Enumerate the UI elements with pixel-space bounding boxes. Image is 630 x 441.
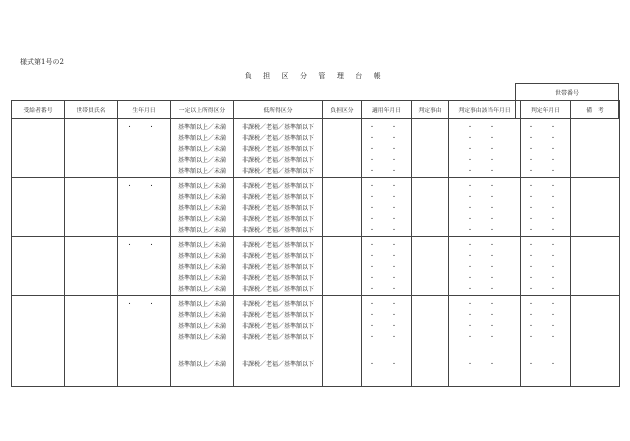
judge-date-cell[interactable]: ・ ・ xyxy=(521,332,571,343)
judge-date-cell[interactable]: ・ ・ xyxy=(521,262,571,273)
birth-date-cell[interactable] xyxy=(118,155,171,166)
judge-reason-cell[interactable] xyxy=(412,262,449,273)
birth-date-cell[interactable]: ・ ・ xyxy=(118,299,171,310)
reason-date-cell[interactable]: ・ ・ xyxy=(449,225,521,237)
col-low-income-category: 低所得区分 xyxy=(234,101,323,119)
judge-reason-cell[interactable] xyxy=(412,192,449,203)
burden-category-cell[interactable] xyxy=(323,310,362,321)
burden-category-cell[interactable] xyxy=(323,144,362,155)
judge-reason-cell[interactable] xyxy=(412,144,449,155)
reason-date-cell[interactable]: ・ ・ xyxy=(449,321,521,332)
birth-date-cell[interactable] xyxy=(118,310,171,321)
low-income-category-cell[interactable]: 非課税／老福／基準額以下 xyxy=(234,299,323,310)
reason-date-cell[interactable]: ・ ・ xyxy=(449,240,521,251)
burden-category-cell[interactable] xyxy=(323,321,362,332)
recipient-number-cell[interactable] xyxy=(12,310,65,321)
recipient-number-cell[interactable] xyxy=(12,251,65,262)
judge-date-cell[interactable]: ・ ・ xyxy=(521,321,571,332)
judge-reason-cell[interactable] xyxy=(412,214,449,225)
table-row xyxy=(12,203,620,214)
burden-category-cell[interactable] xyxy=(323,262,362,273)
judge-date-cell[interactable]: ・ ・ xyxy=(521,284,571,296)
low-income-category-cell[interactable]: 非課税／老福／基準額以下 xyxy=(234,310,323,321)
member-name-cell[interactable] xyxy=(65,122,118,133)
income-category-cell[interactable]: 基準額以上／未満 xyxy=(171,299,234,310)
low-income-category-cell[interactable]: 非課税／老福／基準額以下 xyxy=(234,144,323,155)
col-recipient-number: 受給者番号 xyxy=(12,101,65,119)
recipient-number-cell[interactable] xyxy=(12,343,65,387)
reason-date-cell[interactable]: ・ ・ xyxy=(449,332,521,343)
reason-date-cell[interactable]: ・ ・ xyxy=(449,122,521,133)
remarks-cell[interactable] xyxy=(571,321,620,332)
remarks-cell[interactable] xyxy=(571,332,620,343)
burden-category-cell[interactable] xyxy=(323,240,362,251)
judge-reason-cell[interactable] xyxy=(412,181,449,192)
burden-category-cell[interactable] xyxy=(323,225,362,237)
judge-date-cell[interactable]: ・ ・ xyxy=(521,251,571,262)
remarks-cell[interactable] xyxy=(571,214,620,225)
member-name-cell[interactable] xyxy=(65,166,118,178)
reason-date-cell[interactable]: ・ ・ xyxy=(449,214,521,225)
remarks-cell[interactable] xyxy=(571,155,620,166)
burden-category-cell[interactable] xyxy=(323,155,362,166)
income-category-cell[interactable]: 基準額以上／未満 xyxy=(171,273,234,284)
income-category-cell[interactable]: 基準額以上／未満 xyxy=(171,262,234,273)
recipient-number-cell[interactable] xyxy=(12,273,65,284)
low-income-category-cell[interactable]: 非課税／老福／基準額以下 xyxy=(234,343,323,387)
burden-category-cell[interactable] xyxy=(323,214,362,225)
judge-date-cell[interactable]: ・ ・ xyxy=(521,299,571,310)
col-judge-date: 判定年月日 xyxy=(521,101,571,119)
table-row xyxy=(12,251,620,262)
low-income-category-cell[interactable]: 非課税／老福／基準額以下 xyxy=(234,133,323,144)
birth-date-cell[interactable] xyxy=(118,251,171,262)
remarks-cell[interactable] xyxy=(571,166,620,178)
judge-reason-cell[interactable] xyxy=(412,343,449,387)
income-category-cell[interactable]: 基準額以上／未満 xyxy=(171,214,234,225)
judge-reason-cell[interactable] xyxy=(412,155,449,166)
remarks-cell[interactable] xyxy=(571,203,620,214)
income-category-cell[interactable]: 基準額以上／未満 xyxy=(171,332,234,343)
member-name-cell[interactable] xyxy=(65,240,118,251)
recipient-number-cell[interactable] xyxy=(12,240,65,251)
recipient-number-cell[interactable] xyxy=(12,332,65,343)
remarks-cell[interactable] xyxy=(571,144,620,155)
table-row xyxy=(12,144,620,155)
judge-date-cell[interactable]: ・ ・ xyxy=(521,343,571,387)
recipient-number-cell[interactable] xyxy=(12,299,65,310)
judge-reason-cell[interactable] xyxy=(412,225,449,237)
reason-date-cell[interactable]: ・ ・ xyxy=(449,133,521,144)
birth-date-cell[interactable] xyxy=(118,133,171,144)
apply-date-cell[interactable]: ・ ・ xyxy=(362,343,412,387)
member-name-cell[interactable] xyxy=(65,332,118,343)
judge-reason-cell[interactable] xyxy=(412,122,449,133)
income-category-cell[interactable]: 基準額以上／未満 xyxy=(171,310,234,321)
judge-date-cell[interactable]: ・ ・ xyxy=(521,310,571,321)
remarks-cell[interactable] xyxy=(571,240,620,251)
burden-category-cell[interactable] xyxy=(323,343,362,387)
table-row xyxy=(12,332,620,343)
member-name-cell[interactable] xyxy=(65,192,118,203)
burden-category-cell[interactable] xyxy=(323,203,362,214)
judge-date-cell[interactable]: ・ ・ xyxy=(521,203,571,214)
apply-date-cell[interactable]: ・ ・ xyxy=(362,166,412,178)
reason-date-cell[interactable]: ・ ・ xyxy=(449,166,521,178)
col-member-name: 世帯員氏名 xyxy=(65,101,118,119)
birth-date-cell[interactable] xyxy=(118,332,171,343)
apply-date-cell[interactable]: ・ ・ xyxy=(362,214,412,225)
member-name-cell[interactable] xyxy=(65,321,118,332)
income-category-cell[interactable]: 基準額以上／未満 xyxy=(171,122,234,133)
judge-reason-cell[interactable] xyxy=(412,273,449,284)
table-row xyxy=(12,343,620,387)
recipient-number-cell[interactable] xyxy=(12,321,65,332)
low-income-category-cell[interactable]: 非課税／老福／基準額以下 xyxy=(234,240,323,251)
burden-category-cell[interactable] xyxy=(323,284,362,296)
judge-reason-cell[interactable] xyxy=(412,251,449,262)
income-category-cell[interactable]: 基準額以上／未満 xyxy=(171,181,234,192)
judge-date-cell[interactable]: ・ ・ xyxy=(521,192,571,203)
reason-date-cell[interactable]: ・ ・ xyxy=(449,284,521,296)
recipient-number-cell[interactable] xyxy=(12,144,65,155)
burden-category-cell[interactable] xyxy=(323,299,362,310)
judge-date-cell[interactable]: ・ ・ xyxy=(521,122,571,133)
table-row xyxy=(12,192,620,203)
judge-date-cell[interactable]: ・ ・ xyxy=(521,133,571,144)
apply-date-cell[interactable]: ・ ・ xyxy=(362,181,412,192)
recipient-number-cell[interactable] xyxy=(12,122,65,133)
recipient-number-cell[interactable] xyxy=(12,192,65,203)
burden-category-cell[interactable] xyxy=(323,273,362,284)
judge-reason-cell[interactable] xyxy=(412,166,449,178)
apply-date-cell[interactable]: ・ ・ xyxy=(362,144,412,155)
birth-date-cell[interactable]: ・ ・ xyxy=(118,240,171,251)
reason-date-cell[interactable]: ・ ・ xyxy=(449,181,521,192)
income-category-cell[interactable]: 基準額以上／未満 xyxy=(171,251,234,262)
table-row xyxy=(12,166,620,178)
member-name-cell[interactable] xyxy=(65,181,118,192)
col-remarks: 備 考 xyxy=(571,101,620,119)
apply-date-cell[interactable]: ・ ・ xyxy=(362,284,412,296)
judge-reason-cell[interactable] xyxy=(412,332,449,343)
header-row xyxy=(12,101,620,119)
judge-reason-cell[interactable] xyxy=(412,203,449,214)
member-name-cell[interactable] xyxy=(65,262,118,273)
apply-date-cell[interactable]: ・ ・ xyxy=(362,225,412,237)
low-income-category-cell[interactable]: 非課税／老福／基準額以下 xyxy=(234,166,323,178)
birth-date-cell[interactable] xyxy=(118,144,171,155)
judge-reason-cell[interactable] xyxy=(412,240,449,251)
recipient-number-cell[interactable] xyxy=(12,155,65,166)
col-birth-date: 生年月日 xyxy=(118,101,171,119)
member-name-cell[interactable] xyxy=(65,203,118,214)
col-burden-category: 負担区分 xyxy=(323,101,362,119)
birth-date-cell[interactable] xyxy=(118,343,171,387)
low-income-category-cell[interactable]: 非課税／老福／基準額以下 xyxy=(234,284,323,296)
recipient-number-cell[interactable] xyxy=(12,262,65,273)
judge-date-cell[interactable]: ・ ・ xyxy=(521,225,571,237)
reason-date-cell[interactable]: ・ ・ xyxy=(449,262,521,273)
apply-date-cell[interactable]: ・ ・ xyxy=(362,321,412,332)
remarks-cell[interactable] xyxy=(571,273,620,284)
reason-date-cell[interactable]: ・ ・ xyxy=(449,343,521,387)
recipient-number-cell[interactable] xyxy=(12,166,65,178)
birth-date-cell[interactable] xyxy=(118,192,171,203)
reason-date-cell[interactable]: ・ ・ xyxy=(449,299,521,310)
col-judge-reason: 判定事由 xyxy=(412,101,449,119)
judge-date-cell[interactable]: ・ ・ xyxy=(521,155,571,166)
birth-date-cell[interactable]: ・ ・ xyxy=(118,181,171,192)
household-number-label: 世帯番号 xyxy=(516,84,619,101)
table-row xyxy=(12,310,620,321)
col-apply-date: 適用年月日 xyxy=(362,101,412,119)
recipient-number-cell[interactable] xyxy=(12,203,65,214)
table-row xyxy=(12,122,620,133)
member-name-cell[interactable] xyxy=(65,214,118,225)
apply-date-cell[interactable]: ・ ・ xyxy=(362,332,412,343)
apply-date-cell[interactable]: ・ ・ xyxy=(362,251,412,262)
income-category-cell[interactable]: 基準額以上／未満 xyxy=(171,321,234,332)
reason-date-cell[interactable]: ・ ・ xyxy=(449,273,521,284)
remarks-cell[interactable] xyxy=(571,299,620,310)
remarks-cell[interactable] xyxy=(571,284,620,296)
birth-date-cell[interactable] xyxy=(118,284,171,296)
low-income-category-cell[interactable]: 非課税／老福／基準額以下 xyxy=(234,214,323,225)
remarks-cell[interactable] xyxy=(571,181,620,192)
apply-date-cell[interactable]: ・ ・ xyxy=(362,203,412,214)
income-category-cell[interactable]: 基準額以上／未満 xyxy=(171,284,234,296)
table-row xyxy=(12,299,620,310)
low-income-category-cell[interactable]: 非課税／老福／基準額以下 xyxy=(234,332,323,343)
remarks-cell[interactable] xyxy=(571,251,620,262)
recipient-number-cell[interactable] xyxy=(12,133,65,144)
judge-reason-cell[interactable] xyxy=(412,284,449,296)
table-row xyxy=(12,284,620,296)
low-income-category-cell[interactable]: 非課税／老福／基準額以下 xyxy=(234,122,323,133)
apply-date-cell[interactable]: ・ ・ xyxy=(362,240,412,251)
burden-category-cell[interactable] xyxy=(323,133,362,144)
low-income-category-cell[interactable]: 非課税／老福／基準額以下 xyxy=(234,155,323,166)
apply-date-cell[interactable]: ・ ・ xyxy=(362,299,412,310)
col-income-category: 一定以上所得区分 xyxy=(171,101,234,119)
apply-date-cell[interactable]: ・ ・ xyxy=(362,155,412,166)
member-name-cell[interactable] xyxy=(65,310,118,321)
burden-category-cell[interactable] xyxy=(323,192,362,203)
burden-category-cell[interactable] xyxy=(323,166,362,178)
member-name-cell[interactable] xyxy=(65,284,118,296)
judge-date-cell[interactable]: ・ ・ xyxy=(521,273,571,284)
table-row xyxy=(12,273,620,284)
reason-date-cell[interactable]: ・ ・ xyxy=(449,310,521,321)
low-income-category-cell[interactable]: 非課税／老福／基準額以下 xyxy=(234,181,323,192)
apply-date-cell[interactable]: ・ ・ xyxy=(362,273,412,284)
judge-reason-cell[interactable] xyxy=(412,299,449,310)
judge-reason-cell[interactable] xyxy=(412,321,449,332)
income-category-cell[interactable]: 基準額以上／未満 xyxy=(171,144,234,155)
ledger-body xyxy=(12,119,620,387)
col-reason-date: 判定事由該当年月日 xyxy=(449,101,521,119)
burden-category-cell[interactable] xyxy=(323,332,362,343)
birth-date-cell[interactable] xyxy=(118,225,171,237)
member-name-cell[interactable] xyxy=(65,251,118,262)
judge-reason-cell[interactable] xyxy=(412,310,449,321)
remarks-cell[interactable] xyxy=(571,133,620,144)
table-row xyxy=(12,181,620,192)
birth-date-cell[interactable] xyxy=(118,262,171,273)
remarks-cell[interactable] xyxy=(571,192,620,203)
table-row xyxy=(12,214,620,225)
birth-date-cell[interactable] xyxy=(118,166,171,178)
reason-date-cell[interactable]: ・ ・ xyxy=(449,155,521,166)
member-name-cell[interactable] xyxy=(65,133,118,144)
member-name-cell[interactable] xyxy=(65,299,118,310)
table-row xyxy=(12,155,620,166)
apply-date-cell[interactable]: ・ ・ xyxy=(362,133,412,144)
low-income-category-cell[interactable]: 非課税／老福／基準額以下 xyxy=(234,251,323,262)
burden-category-cell[interactable] xyxy=(323,122,362,133)
low-income-category-cell[interactable]: 非課税／老福／基準額以下 xyxy=(234,262,323,273)
low-income-category-cell[interactable]: 非課税／老福／基準額以下 xyxy=(234,192,323,203)
table-row xyxy=(12,262,620,273)
judge-date-cell[interactable]: ・ ・ xyxy=(521,166,571,178)
recipient-number-cell[interactable] xyxy=(12,284,65,296)
income-category-cell[interactable]: 基準額以上／未満 xyxy=(171,225,234,237)
income-category-cell[interactable]: 基準額以上／未満 xyxy=(171,203,234,214)
income-category-cell[interactable]: 基準額以上／未満 xyxy=(171,240,234,251)
income-category-cell[interactable]: 基準額以上／未満 xyxy=(171,155,234,166)
reason-date-cell[interactable]: ・ ・ xyxy=(449,203,521,214)
income-category-cell[interactable]: 基準額以上／未満 xyxy=(171,133,234,144)
birth-date-cell[interactable] xyxy=(118,203,171,214)
table-row xyxy=(12,225,620,237)
judge-date-cell[interactable]: ・ ・ xyxy=(521,144,571,155)
reason-date-cell[interactable]: ・ ・ xyxy=(449,251,521,262)
remarks-cell[interactable] xyxy=(571,122,620,133)
birth-date-cell[interactable] xyxy=(118,273,171,284)
member-name-cell[interactable] xyxy=(65,225,118,237)
apply-date-cell[interactable]: ・ ・ xyxy=(362,262,412,273)
judge-date-cell[interactable]: ・ ・ xyxy=(521,240,571,251)
judge-reason-cell[interactable] xyxy=(412,133,449,144)
recipient-number-cell[interactable] xyxy=(12,225,65,237)
apply-date-cell[interactable]: ・ ・ xyxy=(362,122,412,133)
ledger-title: 負 担 区 分 管 理 台 帳 xyxy=(244,72,386,80)
remarks-cell[interactable] xyxy=(571,225,620,237)
member-name-cell[interactable] xyxy=(65,273,118,284)
member-name-cell[interactable] xyxy=(65,155,118,166)
table-row xyxy=(12,321,620,332)
income-category-cell[interactable]: 基準額以上／未満 xyxy=(171,166,234,178)
burden-category-cell[interactable] xyxy=(323,251,362,262)
low-income-category-cell[interactable]: 非課税／老福／基準額以下 xyxy=(234,273,323,284)
recipient-number-cell[interactable] xyxy=(12,181,65,192)
low-income-category-cell[interactable]: 非課税／老福／基準額以下 xyxy=(234,203,323,214)
birth-date-cell[interactable] xyxy=(118,214,171,225)
birth-date-cell[interactable] xyxy=(118,321,171,332)
member-name-cell[interactable] xyxy=(65,343,118,387)
remarks-cell[interactable] xyxy=(571,262,620,273)
judge-date-cell[interactable]: ・ ・ xyxy=(521,181,571,192)
table-row xyxy=(12,240,620,251)
income-category-cell[interactable]: 基準額以上／未満 xyxy=(171,192,234,203)
remarks-cell[interactable] xyxy=(571,343,620,387)
form-number: 様式第1号の2 xyxy=(20,58,64,66)
reason-date-cell[interactable]: ・ ・ xyxy=(449,144,521,155)
burden-category-cell[interactable] xyxy=(323,181,362,192)
apply-date-cell[interactable]: ・ ・ xyxy=(362,192,412,203)
birth-date-cell[interactable]: ・ ・ xyxy=(118,122,171,133)
member-name-cell[interactable] xyxy=(65,144,118,155)
table-row xyxy=(12,133,620,144)
reason-date-cell[interactable]: ・ ・ xyxy=(449,192,521,203)
ledger-table xyxy=(11,100,620,387)
income-category-cell[interactable]: 基準額以上／未満 xyxy=(171,343,234,387)
judge-date-cell[interactable]: ・ ・ xyxy=(521,214,571,225)
apply-date-cell[interactable]: ・ ・ xyxy=(362,310,412,321)
low-income-category-cell[interactable]: 非課税／老福／基準額以下 xyxy=(234,321,323,332)
low-income-category-cell[interactable]: 非課税／老福／基準額以下 xyxy=(234,225,323,237)
remarks-cell[interactable] xyxy=(571,310,620,321)
recipient-number-cell[interactable] xyxy=(12,214,65,225)
